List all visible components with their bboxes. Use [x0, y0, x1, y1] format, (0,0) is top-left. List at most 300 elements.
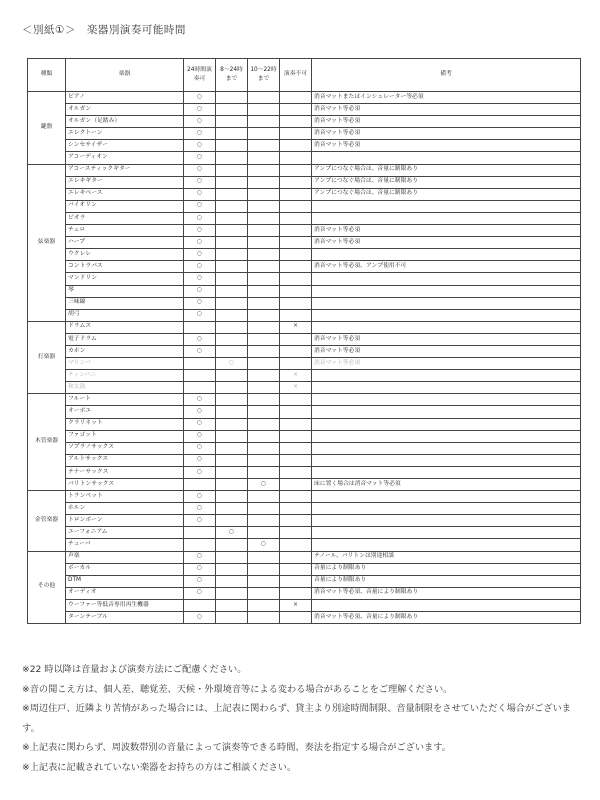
- table-row: [28, 273, 581, 285]
- availability-cell: [280, 225, 312, 237]
- availability-cell: ○: [216, 527, 248, 539]
- notes-cell: アンプにつなぐ場合は、音量に制限あり: [312, 176, 581, 188]
- availability-cell: [280, 430, 312, 442]
- instrument-cell: 三味線: [66, 297, 184, 309]
- instrument-cell: フルート: [66, 394, 184, 406]
- availability-cell: [280, 188, 312, 200]
- availability-cell: ○: [184, 225, 216, 237]
- table-row: [28, 551, 581, 563]
- availability-cell: [184, 358, 216, 370]
- category-cell: 打楽器: [28, 321, 66, 394]
- availability-cell: ○: [184, 551, 216, 563]
- availability-cell: [248, 261, 280, 273]
- availability-cell: [216, 92, 248, 104]
- table-row: [28, 539, 581, 551]
- notes-cell: [312, 491, 581, 503]
- instrument-cell: アルトサックス: [66, 454, 184, 466]
- availability-cell: [216, 140, 248, 152]
- availability-cell: [216, 249, 248, 261]
- availability-cell: ○: [184, 515, 216, 527]
- notes-cell: アンプにつなぐ場合は、音量に制限あり: [312, 164, 581, 176]
- header-10-22: 10～22時まで: [248, 59, 280, 92]
- availability-cell: [216, 418, 248, 430]
- availability-cell: [280, 563, 312, 575]
- availability-cell: [280, 491, 312, 503]
- notes-cell: 消音マット等必須: [312, 140, 581, 152]
- instrument-cell: バリトンサックス: [66, 479, 184, 491]
- availability-cell: [248, 599, 280, 611]
- availability-cell: [248, 140, 280, 152]
- availability-cell: [280, 273, 312, 285]
- instrument-cell: アコーディオン: [66, 152, 184, 164]
- notes-cell: [312, 442, 581, 454]
- availability-cell: [280, 454, 312, 466]
- instrument-cell: オーディオ: [66, 587, 184, 599]
- availability-cell: [248, 225, 280, 237]
- table-row: [28, 249, 581, 261]
- availability-cell: [280, 237, 312, 249]
- table-row: [28, 599, 581, 611]
- availability-cell: ○: [184, 612, 216, 624]
- notes-cell: 床に置く場合は消音マット等必須: [312, 479, 581, 491]
- table-row: [28, 321, 581, 333]
- footnote: ※上記表に記載されていない楽器をお持ちの方はご相談ください。: [22, 761, 297, 773]
- availability-cell: [248, 551, 280, 563]
- availability-cell: ○: [184, 212, 216, 224]
- availability-cell: [248, 612, 280, 624]
- availability-cell: [248, 503, 280, 515]
- availability-cell: ×: [280, 321, 312, 333]
- table-row: [28, 200, 581, 212]
- notes-cell: 音量により制限あり: [312, 563, 581, 575]
- availability-cell: [248, 297, 280, 309]
- availability-cell: [248, 454, 280, 466]
- availability-cell: [216, 285, 248, 297]
- availability-cell: [216, 273, 248, 285]
- availability-cell: [248, 273, 280, 285]
- availability-cell: [184, 599, 216, 611]
- availability-cell: [216, 479, 248, 491]
- instrument-cell: チェロ: [66, 225, 184, 237]
- availability-cell: [248, 188, 280, 200]
- availability-cell: [280, 503, 312, 515]
- availability-cell: ○: [184, 285, 216, 297]
- availability-cell: [216, 345, 248, 357]
- instrument-cell: ハープ: [66, 237, 184, 249]
- header-8-24: 8～24時まで: [216, 59, 248, 92]
- availability-cell: ○: [184, 394, 216, 406]
- instrument-cell: エレキギター: [66, 176, 184, 188]
- availability-cell: [216, 551, 248, 563]
- instrument-cell: ターンテーブル: [66, 612, 184, 624]
- availability-cell: ○: [184, 152, 216, 164]
- availability-cell: [280, 345, 312, 357]
- instrument-cell: チューバ: [66, 539, 184, 551]
- notes-cell: [312, 309, 581, 321]
- availability-cell: [280, 92, 312, 104]
- availability-cell: ○: [184, 164, 216, 176]
- table-row: [28, 491, 581, 503]
- table-row: [28, 358, 581, 370]
- instrument-cell: エレキベース: [66, 188, 184, 200]
- availability-cell: [248, 358, 280, 370]
- notes-cell: [312, 273, 581, 285]
- instrument-time-table: [27, 58, 581, 624]
- table-row: [28, 176, 581, 188]
- instrument-cell: DTM: [66, 575, 184, 587]
- table-row: [28, 104, 581, 116]
- availability-cell: ○: [184, 92, 216, 104]
- availability-cell: [248, 164, 280, 176]
- instrument-cell: コントラバス: [66, 261, 184, 273]
- table-row: [28, 563, 581, 575]
- table-row: [28, 128, 581, 140]
- availability-cell: ○: [184, 140, 216, 152]
- availability-cell: [216, 188, 248, 200]
- notes-cell: 消音マット等必須: [312, 116, 581, 128]
- availability-cell: [248, 406, 280, 418]
- instrument-cell: カホン: [66, 345, 184, 357]
- notes-cell: [312, 539, 581, 551]
- availability-cell: [280, 539, 312, 551]
- header-instrument: 楽器: [66, 59, 184, 92]
- availability-cell: [280, 442, 312, 454]
- notes-cell: [312, 418, 581, 430]
- notes-cell: [312, 394, 581, 406]
- notes-cell: [312, 515, 581, 527]
- table-row: [28, 442, 581, 454]
- availability-cell: ○: [184, 454, 216, 466]
- availability-cell: ○: [184, 188, 216, 200]
- availability-cell: [184, 539, 216, 551]
- instrument-cell: ウーファー等低音専用再生機器: [66, 599, 184, 611]
- availability-cell: ○: [184, 104, 216, 116]
- availability-cell: [248, 212, 280, 224]
- availability-cell: [248, 563, 280, 575]
- availability-cell: [280, 309, 312, 321]
- table-row: [28, 394, 581, 406]
- notes-cell: 消音マット等必須: [312, 358, 581, 370]
- availability-cell: [280, 212, 312, 224]
- availability-cell: [280, 479, 312, 491]
- notes-cell: 消音マット等必須: [312, 225, 581, 237]
- availability-cell: [216, 370, 248, 382]
- instrument-cell: トランペット: [66, 491, 184, 503]
- availability-cell: [248, 92, 280, 104]
- header-not-allowed: 演奏不可: [280, 59, 312, 92]
- table-row: [28, 297, 581, 309]
- page-title: ＜別紙①＞ 楽器別演奏可能時間: [22, 24, 186, 36]
- instrument-cell: ホルン: [66, 503, 184, 515]
- instrument-cell: シンセサイザー: [66, 140, 184, 152]
- table-body: [28, 92, 581, 624]
- availability-cell: [216, 442, 248, 454]
- notes-cell: 消音マットまたはインシュレーター等必須: [312, 92, 581, 104]
- table-row: [28, 382, 581, 394]
- availability-cell: [248, 152, 280, 164]
- availability-cell: [216, 612, 248, 624]
- availability-cell: ○: [184, 116, 216, 128]
- table-row: [28, 612, 581, 624]
- availability-cell: [184, 321, 216, 333]
- notes-cell: 消音マット等必須、アンプ使用不可: [312, 261, 581, 273]
- footnote: ※22 時以降は音量および演奏方法にご配慮ください。: [22, 664, 247, 675]
- availability-cell: ○: [184, 406, 216, 418]
- availability-cell: [216, 237, 248, 249]
- availability-cell: ○: [184, 297, 216, 309]
- availability-cell: [216, 503, 248, 515]
- availability-cell: [248, 442, 280, 454]
- footnote: ※上記表に関わらず、周波数帯別の音量によって演奏等できる時間、奏法を指定する場合がございます。: [22, 742, 451, 753]
- category-cell: 弦楽器: [28, 164, 66, 321]
- availability-cell: [248, 345, 280, 357]
- table-row: [28, 345, 581, 357]
- availability-cell: ○: [184, 261, 216, 273]
- table-row: [28, 503, 581, 515]
- instrument-cell: オルガン: [66, 104, 184, 116]
- notes-cell: [312, 527, 581, 539]
- availability-cell: [248, 430, 280, 442]
- availability-cell: [216, 539, 248, 551]
- notes-cell: 消音マット等必須: [312, 104, 581, 116]
- availability-cell: ×: [280, 382, 312, 394]
- availability-cell: [248, 285, 280, 297]
- availability-cell: [280, 612, 312, 624]
- availability-cell: ○: [184, 587, 216, 599]
- instrument-cell: オルガン（足踏み）: [66, 116, 184, 128]
- instrument-cell: ティンパニ: [66, 370, 184, 382]
- availability-cell: [248, 491, 280, 503]
- category-cell: 木管楽器: [28, 394, 66, 491]
- table-row: [28, 333, 581, 345]
- availability-cell: [216, 491, 248, 503]
- availability-cell: [248, 394, 280, 406]
- availability-cell: [280, 285, 312, 297]
- availability-cell: [248, 309, 280, 321]
- availability-cell: [248, 321, 280, 333]
- availability-cell: [216, 563, 248, 575]
- table-row: [28, 418, 581, 430]
- availability-cell: [216, 152, 248, 164]
- availability-cell: ×: [280, 370, 312, 382]
- notes-cell: 消音マット等必須、音量により制限あり: [312, 612, 581, 624]
- notes-cell: [312, 212, 581, 224]
- table-row: [28, 587, 581, 599]
- instrument-cell: マンドリン: [66, 273, 184, 285]
- availability-cell: [216, 225, 248, 237]
- notes-cell: テノール、バリトンは別途相談: [312, 551, 581, 563]
- availability-cell: [280, 176, 312, 188]
- notes-cell: アンプにつなぐ場合は、音量に制限あり: [312, 188, 581, 200]
- availability-cell: [216, 406, 248, 418]
- notes-cell: [312, 297, 581, 309]
- table-row: [28, 479, 581, 491]
- notes-cell: 消音マット等必須、音量により制限あり: [312, 587, 581, 599]
- instrument-cell: 琴: [66, 285, 184, 297]
- notes-cell: [312, 382, 581, 394]
- availability-cell: [184, 382, 216, 394]
- availability-cell: [280, 587, 312, 599]
- availability-cell: [280, 406, 312, 418]
- availability-cell: ○: [184, 503, 216, 515]
- table-row: [28, 454, 581, 466]
- instrument-cell: アコースティックギター: [66, 164, 184, 176]
- availability-cell: [184, 479, 216, 491]
- availability-cell: ○: [184, 575, 216, 587]
- availability-cell: [280, 116, 312, 128]
- availability-cell: [248, 176, 280, 188]
- availability-cell: [216, 104, 248, 116]
- instrument-cell: ソプラノサックス: [66, 442, 184, 454]
- table-row: [28, 261, 581, 273]
- notes-cell: [312, 200, 581, 212]
- instrument-cell: オーボエ: [66, 406, 184, 418]
- availability-cell: [280, 297, 312, 309]
- notes-cell: [312, 406, 581, 418]
- availability-cell: [248, 575, 280, 587]
- availability-cell: ○: [184, 345, 216, 357]
- table-row: [28, 406, 581, 418]
- table-row: [28, 285, 581, 297]
- notes-cell: [312, 152, 581, 164]
- notes-cell: [312, 430, 581, 442]
- availability-cell: ○: [216, 358, 248, 370]
- table-row: [28, 309, 581, 321]
- instrument-cell: ファゴット: [66, 430, 184, 442]
- instrument-cell: 胡弓: [66, 309, 184, 321]
- availability-cell: ○: [184, 200, 216, 212]
- footnotes: [22, 660, 582, 777]
- availability-cell: [280, 551, 312, 563]
- table-row: [28, 92, 581, 104]
- availability-cell: [216, 515, 248, 527]
- availability-cell: ○: [184, 442, 216, 454]
- availability-cell: ○: [184, 430, 216, 442]
- availability-cell: ○: [184, 309, 216, 321]
- availability-cell: [248, 128, 280, 140]
- availability-cell: [216, 394, 248, 406]
- instrument-cell: マリンバ: [66, 358, 184, 370]
- availability-cell: [216, 176, 248, 188]
- availability-cell: [216, 575, 248, 587]
- availability-cell: [216, 599, 248, 611]
- table-row: [28, 515, 581, 527]
- availability-cell: [280, 333, 312, 345]
- table-row: [28, 152, 581, 164]
- availability-cell: [216, 261, 248, 273]
- availability-cell: ○: [184, 563, 216, 575]
- availability-cell: [280, 418, 312, 430]
- instrument-cell: ピアノ: [66, 92, 184, 104]
- notes-cell: [312, 285, 581, 297]
- availability-cell: [248, 370, 280, 382]
- instrument-cell: ビオラ: [66, 212, 184, 224]
- availability-cell: [280, 200, 312, 212]
- notes-cell: [312, 466, 581, 478]
- notes-cell: 消音マット等必須: [312, 128, 581, 140]
- instrument-cell: ドラムス: [66, 321, 184, 333]
- notes-cell: 消音マット等必須: [312, 333, 581, 345]
- availability-cell: ○: [184, 237, 216, 249]
- availability-cell: [216, 382, 248, 394]
- category-cell: 鍵盤: [28, 92, 66, 165]
- notes-cell: [312, 503, 581, 515]
- availability-cell: ○: [184, 491, 216, 503]
- table-row: [28, 237, 581, 249]
- availability-cell: [184, 370, 216, 382]
- availability-cell: [280, 128, 312, 140]
- availability-cell: ○: [184, 466, 216, 478]
- availability-cell: [216, 164, 248, 176]
- instrument-cell: 声楽: [66, 551, 184, 563]
- availability-cell: [280, 515, 312, 527]
- instrument-cell: テナーサックス: [66, 466, 184, 478]
- availability-cell: [280, 104, 312, 116]
- availability-cell: ○: [248, 539, 280, 551]
- availability-cell: [280, 249, 312, 261]
- availability-cell: [248, 515, 280, 527]
- availability-cell: [216, 430, 248, 442]
- footnote: ※音の聞こえ方は、個人差、聴覚差、天候・外環境音等による変わる場合があることをご理解ください。: [22, 683, 453, 695]
- availability-cell: [216, 116, 248, 128]
- availability-cell: [280, 164, 312, 176]
- availability-cell: [248, 116, 280, 128]
- availability-cell: [248, 237, 280, 249]
- instrument-cell: ウクレレ: [66, 249, 184, 261]
- availability-cell: ○: [184, 128, 216, 140]
- table-row: [28, 188, 581, 200]
- instrument-cell: 和太鼓: [66, 382, 184, 394]
- instrument-cell: エレクトーン: [66, 128, 184, 140]
- availability-cell: [248, 104, 280, 116]
- footnote: ※周辺住戸、近隣より苦情があった場合には、上記表に関わらず、貸主より別途時間制限、音量制限をさせていただく場合がございます。: [22, 703, 571, 734]
- availability-cell: [184, 527, 216, 539]
- availability-cell: ×: [280, 599, 312, 611]
- availability-cell: [216, 200, 248, 212]
- availability-cell: [216, 321, 248, 333]
- notes-cell: [312, 249, 581, 261]
- notes-cell: [312, 321, 581, 333]
- table-header-row: [28, 59, 581, 92]
- instrument-cell: クラリネット: [66, 418, 184, 430]
- table-row: [28, 164, 581, 176]
- availability-cell: [280, 358, 312, 370]
- availability-cell: [216, 128, 248, 140]
- availability-cell: [216, 212, 248, 224]
- availability-cell: [280, 152, 312, 164]
- header-notes: 備考: [312, 59, 581, 92]
- table-row: [28, 370, 581, 382]
- notes-cell: 消音マット等必須: [312, 237, 581, 249]
- availability-cell: [216, 466, 248, 478]
- availability-cell: [216, 297, 248, 309]
- notes-cell: 消音マット等必須: [312, 345, 581, 357]
- availability-cell: ○: [184, 249, 216, 261]
- notes-cell: [312, 370, 581, 382]
- instrument-cell: トロンボーン: [66, 515, 184, 527]
- table-row: [28, 116, 581, 128]
- availability-cell: [280, 140, 312, 152]
- table-row: [28, 140, 581, 152]
- availability-cell: [280, 466, 312, 478]
- availability-cell: [280, 261, 312, 273]
- table-row: [28, 527, 581, 539]
- category-cell: その他: [28, 551, 66, 624]
- availability-cell: [248, 249, 280, 261]
- availability-cell: ○: [184, 418, 216, 430]
- instrument-cell: 電子ドラム: [66, 333, 184, 345]
- availability-cell: ○: [184, 176, 216, 188]
